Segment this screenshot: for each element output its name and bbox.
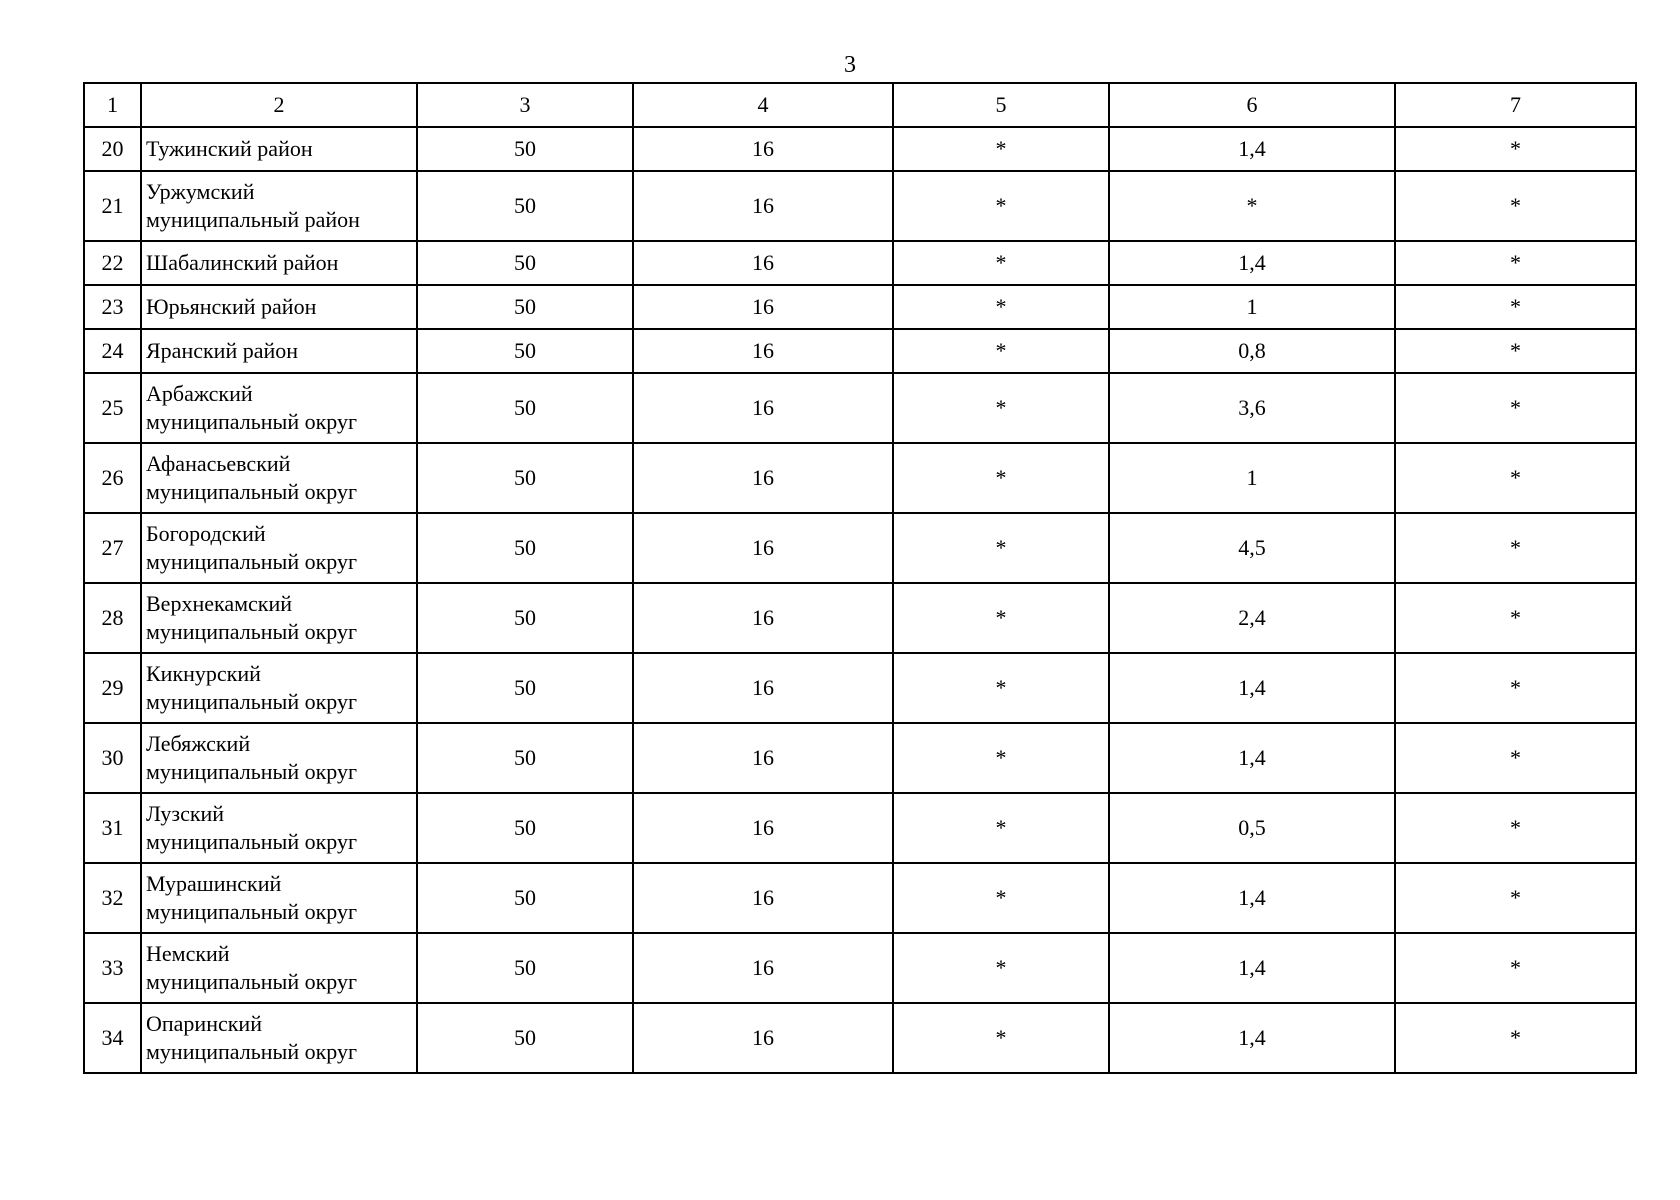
table-body: [84, 127, 1636, 1073]
column-header: 1: [84, 83, 141, 127]
column-header: 6: [1109, 83, 1395, 127]
value-cell: *: [1109, 171, 1395, 241]
value-cell: *: [893, 241, 1109, 285]
value-cell: *: [1395, 863, 1636, 933]
row-number-cell: 27: [84, 513, 141, 583]
header-row: [84, 83, 1636, 127]
value-cell: 16: [633, 723, 893, 793]
table-row: [84, 171, 1636, 241]
value-cell: 50: [417, 513, 633, 583]
district-name-cell: Опаринский муниципальный округ: [141, 1003, 417, 1073]
page-number: 3: [844, 52, 856, 78]
data-table: [83, 82, 1637, 1074]
value-cell: *: [1395, 241, 1636, 285]
value-cell: *: [893, 793, 1109, 863]
row-number-cell: 30: [84, 723, 141, 793]
value-cell: 50: [417, 241, 633, 285]
value-cell: 16: [633, 653, 893, 723]
district-name-cell: Мурашинский муниципальный округ: [141, 863, 417, 933]
value-cell: *: [893, 513, 1109, 583]
row-number-cell: 31: [84, 793, 141, 863]
value-cell: *: [1395, 723, 1636, 793]
value-cell: 50: [417, 793, 633, 863]
value-cell: *: [1395, 171, 1636, 241]
row-number-cell: 21: [84, 171, 141, 241]
row-number-cell: 24: [84, 329, 141, 373]
value-cell: 50: [417, 863, 633, 933]
value-cell: 50: [417, 933, 633, 1003]
table-row: [84, 863, 1636, 933]
value-cell: 16: [633, 863, 893, 933]
value-cell: 16: [633, 329, 893, 373]
value-cell: *: [893, 933, 1109, 1003]
value-cell: *: [1395, 373, 1636, 443]
value-cell: 16: [633, 1003, 893, 1073]
column-header: 5: [893, 83, 1109, 127]
value-cell: 50: [417, 171, 633, 241]
column-header: 3: [417, 83, 633, 127]
value-cell: *: [893, 373, 1109, 443]
value-cell: 1: [1109, 285, 1395, 329]
value-cell: *: [1395, 443, 1636, 513]
district-name-cell: Арбажский муниципальный округ: [141, 373, 417, 443]
table-row: [84, 443, 1636, 513]
value-cell: *: [893, 329, 1109, 373]
district-name-cell: Кикнурский муниципальный округ: [141, 653, 417, 723]
value-cell: *: [893, 1003, 1109, 1073]
column-header: 2: [141, 83, 417, 127]
district-name-cell: Афанасьевский муниципальный округ: [141, 443, 417, 513]
district-name-cell: Яранский район: [141, 329, 417, 373]
table-row: [84, 513, 1636, 583]
value-cell: 16: [633, 933, 893, 1003]
value-cell: 1,4: [1109, 723, 1395, 793]
value-cell: 16: [633, 241, 893, 285]
value-cell: 3,6: [1109, 373, 1395, 443]
value-cell: 1,4: [1109, 863, 1395, 933]
row-number-cell: 26: [84, 443, 141, 513]
column-header: 4: [633, 83, 893, 127]
row-number-cell: 34: [84, 1003, 141, 1073]
value-cell: *: [893, 171, 1109, 241]
value-cell: 50: [417, 373, 633, 443]
value-cell: 16: [633, 443, 893, 513]
value-cell: 16: [633, 373, 893, 443]
table-row: [84, 723, 1636, 793]
value-cell: 1,4: [1109, 933, 1395, 1003]
row-number-cell: 22: [84, 241, 141, 285]
value-cell: *: [893, 653, 1109, 723]
value-cell: 50: [417, 127, 633, 171]
row-number-cell: 20: [84, 127, 141, 171]
table-row: [84, 329, 1636, 373]
district-name-cell: Богородский муниципальный округ: [141, 513, 417, 583]
value-cell: *: [1395, 1003, 1636, 1073]
value-cell: 1,4: [1109, 127, 1395, 171]
table-row: [84, 241, 1636, 285]
value-cell: 0,8: [1109, 329, 1395, 373]
district-name-cell: Верхнекамский муниципальный округ: [141, 583, 417, 653]
value-cell: *: [893, 723, 1109, 793]
row-number-cell: 32: [84, 863, 141, 933]
value-cell: 16: [633, 583, 893, 653]
value-cell: *: [1395, 513, 1636, 583]
table-row: [84, 373, 1636, 443]
value-cell: 16: [633, 793, 893, 863]
value-cell: *: [1395, 127, 1636, 171]
value-cell: 50: [417, 653, 633, 723]
district-name-cell: Тужинский район: [141, 127, 417, 171]
value-cell: 2,4: [1109, 583, 1395, 653]
row-number-cell: 33: [84, 933, 141, 1003]
table-row: [84, 933, 1636, 1003]
value-cell: 1,4: [1109, 1003, 1395, 1073]
value-cell: *: [1395, 933, 1636, 1003]
table-row: [84, 285, 1636, 329]
table-row: [84, 793, 1636, 863]
value-cell: *: [893, 127, 1109, 171]
value-cell: 1,4: [1109, 653, 1395, 723]
value-cell: 0,5: [1109, 793, 1395, 863]
row-number-cell: 25: [84, 373, 141, 443]
district-name-cell: Немский муниципальный округ: [141, 933, 417, 1003]
value-cell: 50: [417, 285, 633, 329]
row-number-cell: 29: [84, 653, 141, 723]
district-name-cell: Лузский муниципальный округ: [141, 793, 417, 863]
district-name-cell: Шабалинский район: [141, 241, 417, 285]
value-cell: *: [1395, 329, 1636, 373]
value-cell: *: [893, 285, 1109, 329]
value-cell: 16: [633, 513, 893, 583]
column-header: 7: [1395, 83, 1636, 127]
table-row: [84, 583, 1636, 653]
value-cell: 16: [633, 127, 893, 171]
value-cell: *: [893, 583, 1109, 653]
value-cell: 1,4: [1109, 241, 1395, 285]
row-number-cell: 23: [84, 285, 141, 329]
value-cell: 50: [417, 443, 633, 513]
value-cell: 16: [633, 285, 893, 329]
district-name-cell: Уржумский муниципальный район: [141, 171, 417, 241]
table-row: [84, 653, 1636, 723]
value-cell: *: [1395, 583, 1636, 653]
value-cell: 4,5: [1109, 513, 1395, 583]
value-cell: 50: [417, 583, 633, 653]
district-name-cell: Юрьянский район: [141, 285, 417, 329]
value-cell: *: [893, 863, 1109, 933]
value-cell: 1: [1109, 443, 1395, 513]
value-cell: 16: [633, 171, 893, 241]
value-cell: *: [1395, 653, 1636, 723]
value-cell: 50: [417, 1003, 633, 1073]
value-cell: 50: [417, 329, 633, 373]
value-cell: *: [1395, 793, 1636, 863]
value-cell: *: [1395, 285, 1636, 329]
table-row: [84, 1003, 1636, 1073]
value-cell: 50: [417, 723, 633, 793]
row-number-cell: 28: [84, 583, 141, 653]
table-row: [84, 127, 1636, 171]
district-name-cell: Лебяжский муниципальный округ: [141, 723, 417, 793]
value-cell: *: [893, 443, 1109, 513]
